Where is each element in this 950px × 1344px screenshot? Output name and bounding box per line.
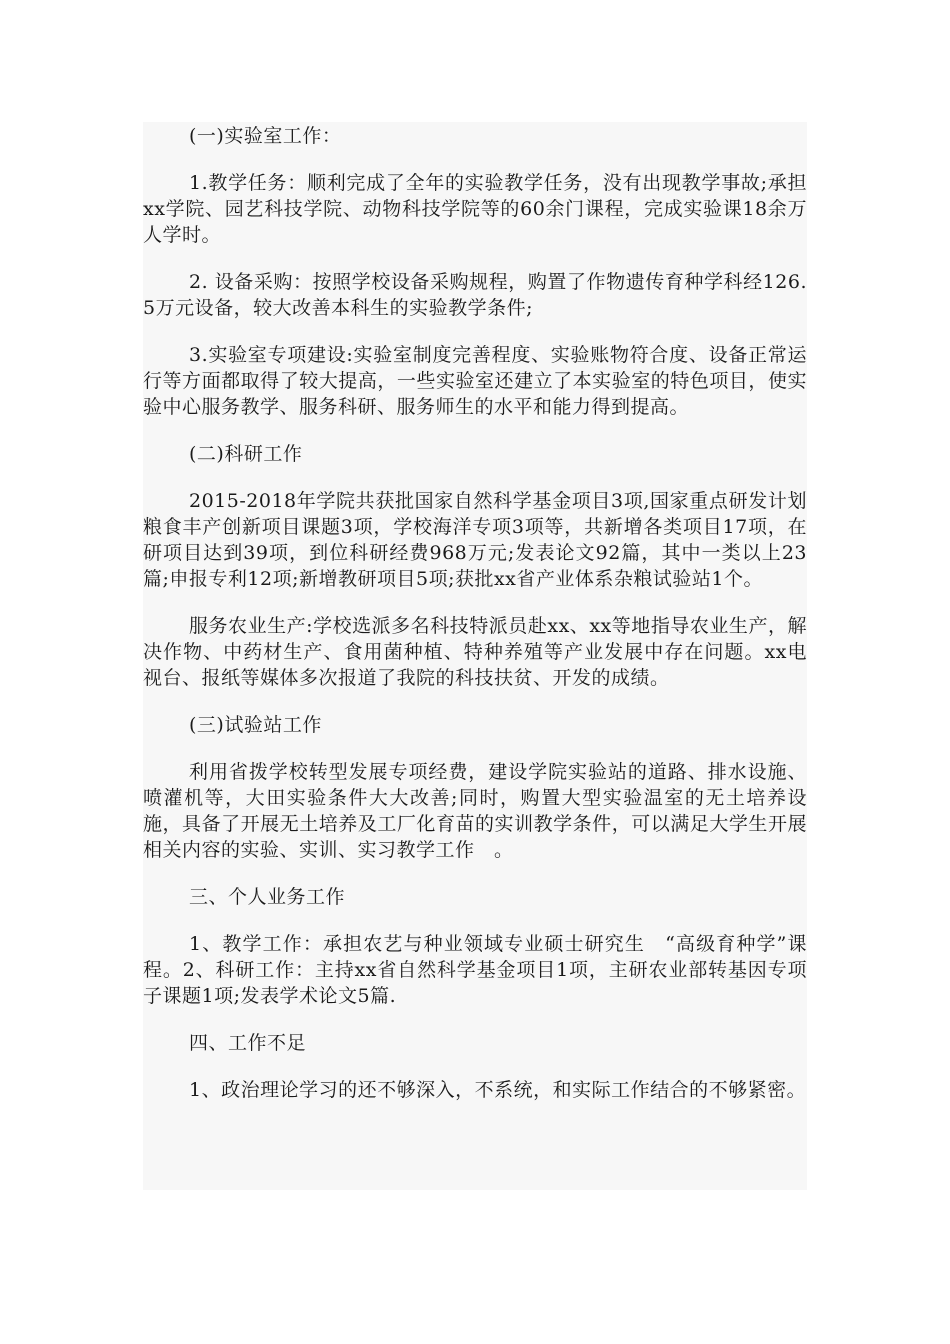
paragraph-personal-work: 1、教学工作：承担农艺与种业领域专业硕士研究生 “高级育种学”课程。2、科研工作：主持xx省自然科学基金项目1项，主研农业部转基因专项子课题1项;发表学术论文5篇. [143,933,807,1007]
section-heading-lab-work: (一)实验室工作： [189,125,342,147]
paragraph-agriculture-service: 服务农业生产:学校选派多名科技特派员赴xx、xx等地指导农业生产，解决作物、中药材生产、食用菌种植、特种养殖等产业发展中存在问题。xx电视台、报纸等媒体多次报道了我院的科技扶贫、开发的成绩。 [143,615,807,689]
paragraph-equipment-purchase: 2. 设备采购：按照学校设备采购规程，购置了作物遗传育种学科经126.5万元设备，较大改善本科生的实验教学条件; [143,271,807,319]
section-heading-research-work: (二)科研工作 [189,443,303,465]
paragraph-shortcoming-1: 1、政治理论学习的还不够深入，不系统，和实际工作结合的不够紧密。 [189,1079,807,1101]
section-heading-station-work: (三)试验站工作 [189,714,322,736]
paragraph-station-funding: 利用省拨学校转型发展专项经费，建设学院实验站的道路、排水设施、喷灌机等，大田实验条件大大改善;同时，购置大型实验温室的无土培养设施，具备了开展无土培养及工厂化育苗的实训教学条件，可以满足大学生开展相关内容的实验、实训、实习教学工作 。 [143,761,807,861]
section-heading-personal-work: 三、个人业务工作 [189,886,346,908]
paragraph-research-projects: 2015-2018年学院共获批国家自然科学基金项目3项,国家重点研发计划粮食丰产创新项目课题3项，学校海洋专项3项等，共新增各类项目17项，在研项目达到39项，到位科研经费968万元;发表论文92篇，其中一类以上23篇;申报专利12项;新增教研项目5项;获批xx省产业体系杂粮试验站1个。 [143,490,807,590]
paragraph-lab-construction: 3.实验室专项建设:实验室制度完善程度、实验账物符合度、设备正常运行等方面都取得了较大提高，一些实验室还建立了本实验室的特色项目，使实验中心服务教学、服务科研、服务师生的水平和能力得到提高。 [143,344,807,418]
section-heading-shortcomings: 四、工作不足 [189,1032,307,1054]
paragraph-teaching-tasks: 1.教学任务：顺利完成了全年的实验教学任务，没有出现教学事故;承担xx学院、园艺科技学院、动物科技学院等的60余门课程，完成实验课18余万人学时。 [143,172,807,246]
document-body [143,122,807,1190]
